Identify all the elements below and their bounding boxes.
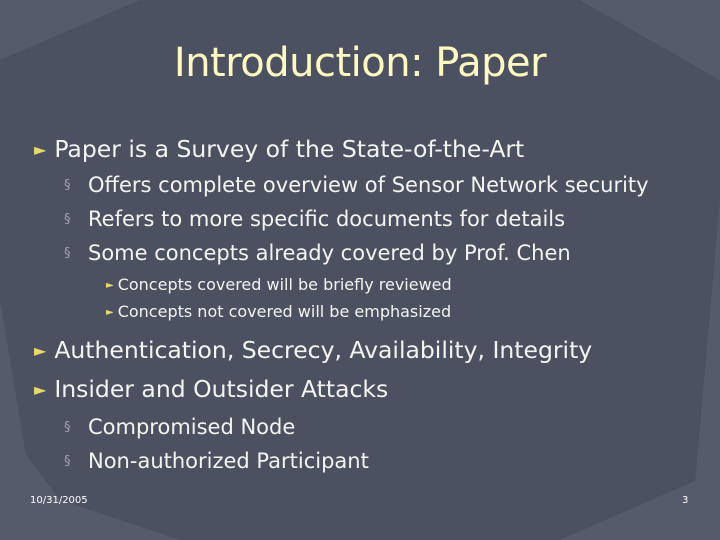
sub-bullet-text: Compromised Node — [88, 415, 296, 439]
bullet-attacks — [34, 375, 388, 403]
section-bullet-icon: § — [64, 212, 71, 227]
sub-bullet-compromised — [64, 415, 295, 439]
sub-sub-bullet-text: Concepts not covered will be emphasized — [117, 302, 452, 321]
sub-sub-bullet-reviewed — [106, 275, 452, 294]
sub-bullet-refers — [64, 207, 565, 231]
section-bullet-icon: § — [64, 246, 71, 261]
footer-date: 10/31/2005 — [30, 495, 88, 506]
section-bullet-icon: § — [64, 454, 71, 469]
triangle-bullet-icon: ► — [34, 341, 47, 360]
sub-bullet-overview — [64, 173, 649, 197]
triangle-bullet-icon: ► — [34, 140, 47, 159]
bullet-text: Paper is a Survey of the State-of-the-Art — [54, 135, 525, 163]
sub-sub-bullet-emphasized — [106, 302, 451, 321]
triangle-bullet-icon: ► — [106, 280, 114, 291]
sub-bullet-text: Some concepts already covered by Prof. Chen — [88, 241, 571, 265]
slide-title: Introduction: Paper — [173, 40, 547, 86]
bullet-text: Insider and Outsider Attacks — [54, 375, 389, 403]
sub-bullet-text: Non-authorized Participant — [88, 449, 369, 473]
sub-sub-bullet-text: Concepts covered will be briefly reviewed — [117, 275, 452, 294]
bullet-survey — [34, 135, 524, 163]
sub-bullet-text: Refers to more specific documents for details — [88, 207, 566, 231]
triangle-bullet-icon: ► — [34, 380, 47, 399]
sub-bullet-participant — [64, 449, 369, 473]
footer-page-number: 3 — [682, 495, 689, 506]
section-bullet-icon: § — [64, 178, 71, 193]
bullet-text: Authentication, Secrecy, Availability, Integrity — [54, 336, 593, 364]
bullet-authentication — [34, 336, 592, 364]
sub-bullet-text: Offers complete overview of Sensor Network security — [88, 173, 649, 197]
triangle-bullet-icon: ► — [106, 307, 114, 318]
sub-bullet-concepts — [64, 241, 571, 265]
section-bullet-icon: § — [64, 420, 71, 435]
